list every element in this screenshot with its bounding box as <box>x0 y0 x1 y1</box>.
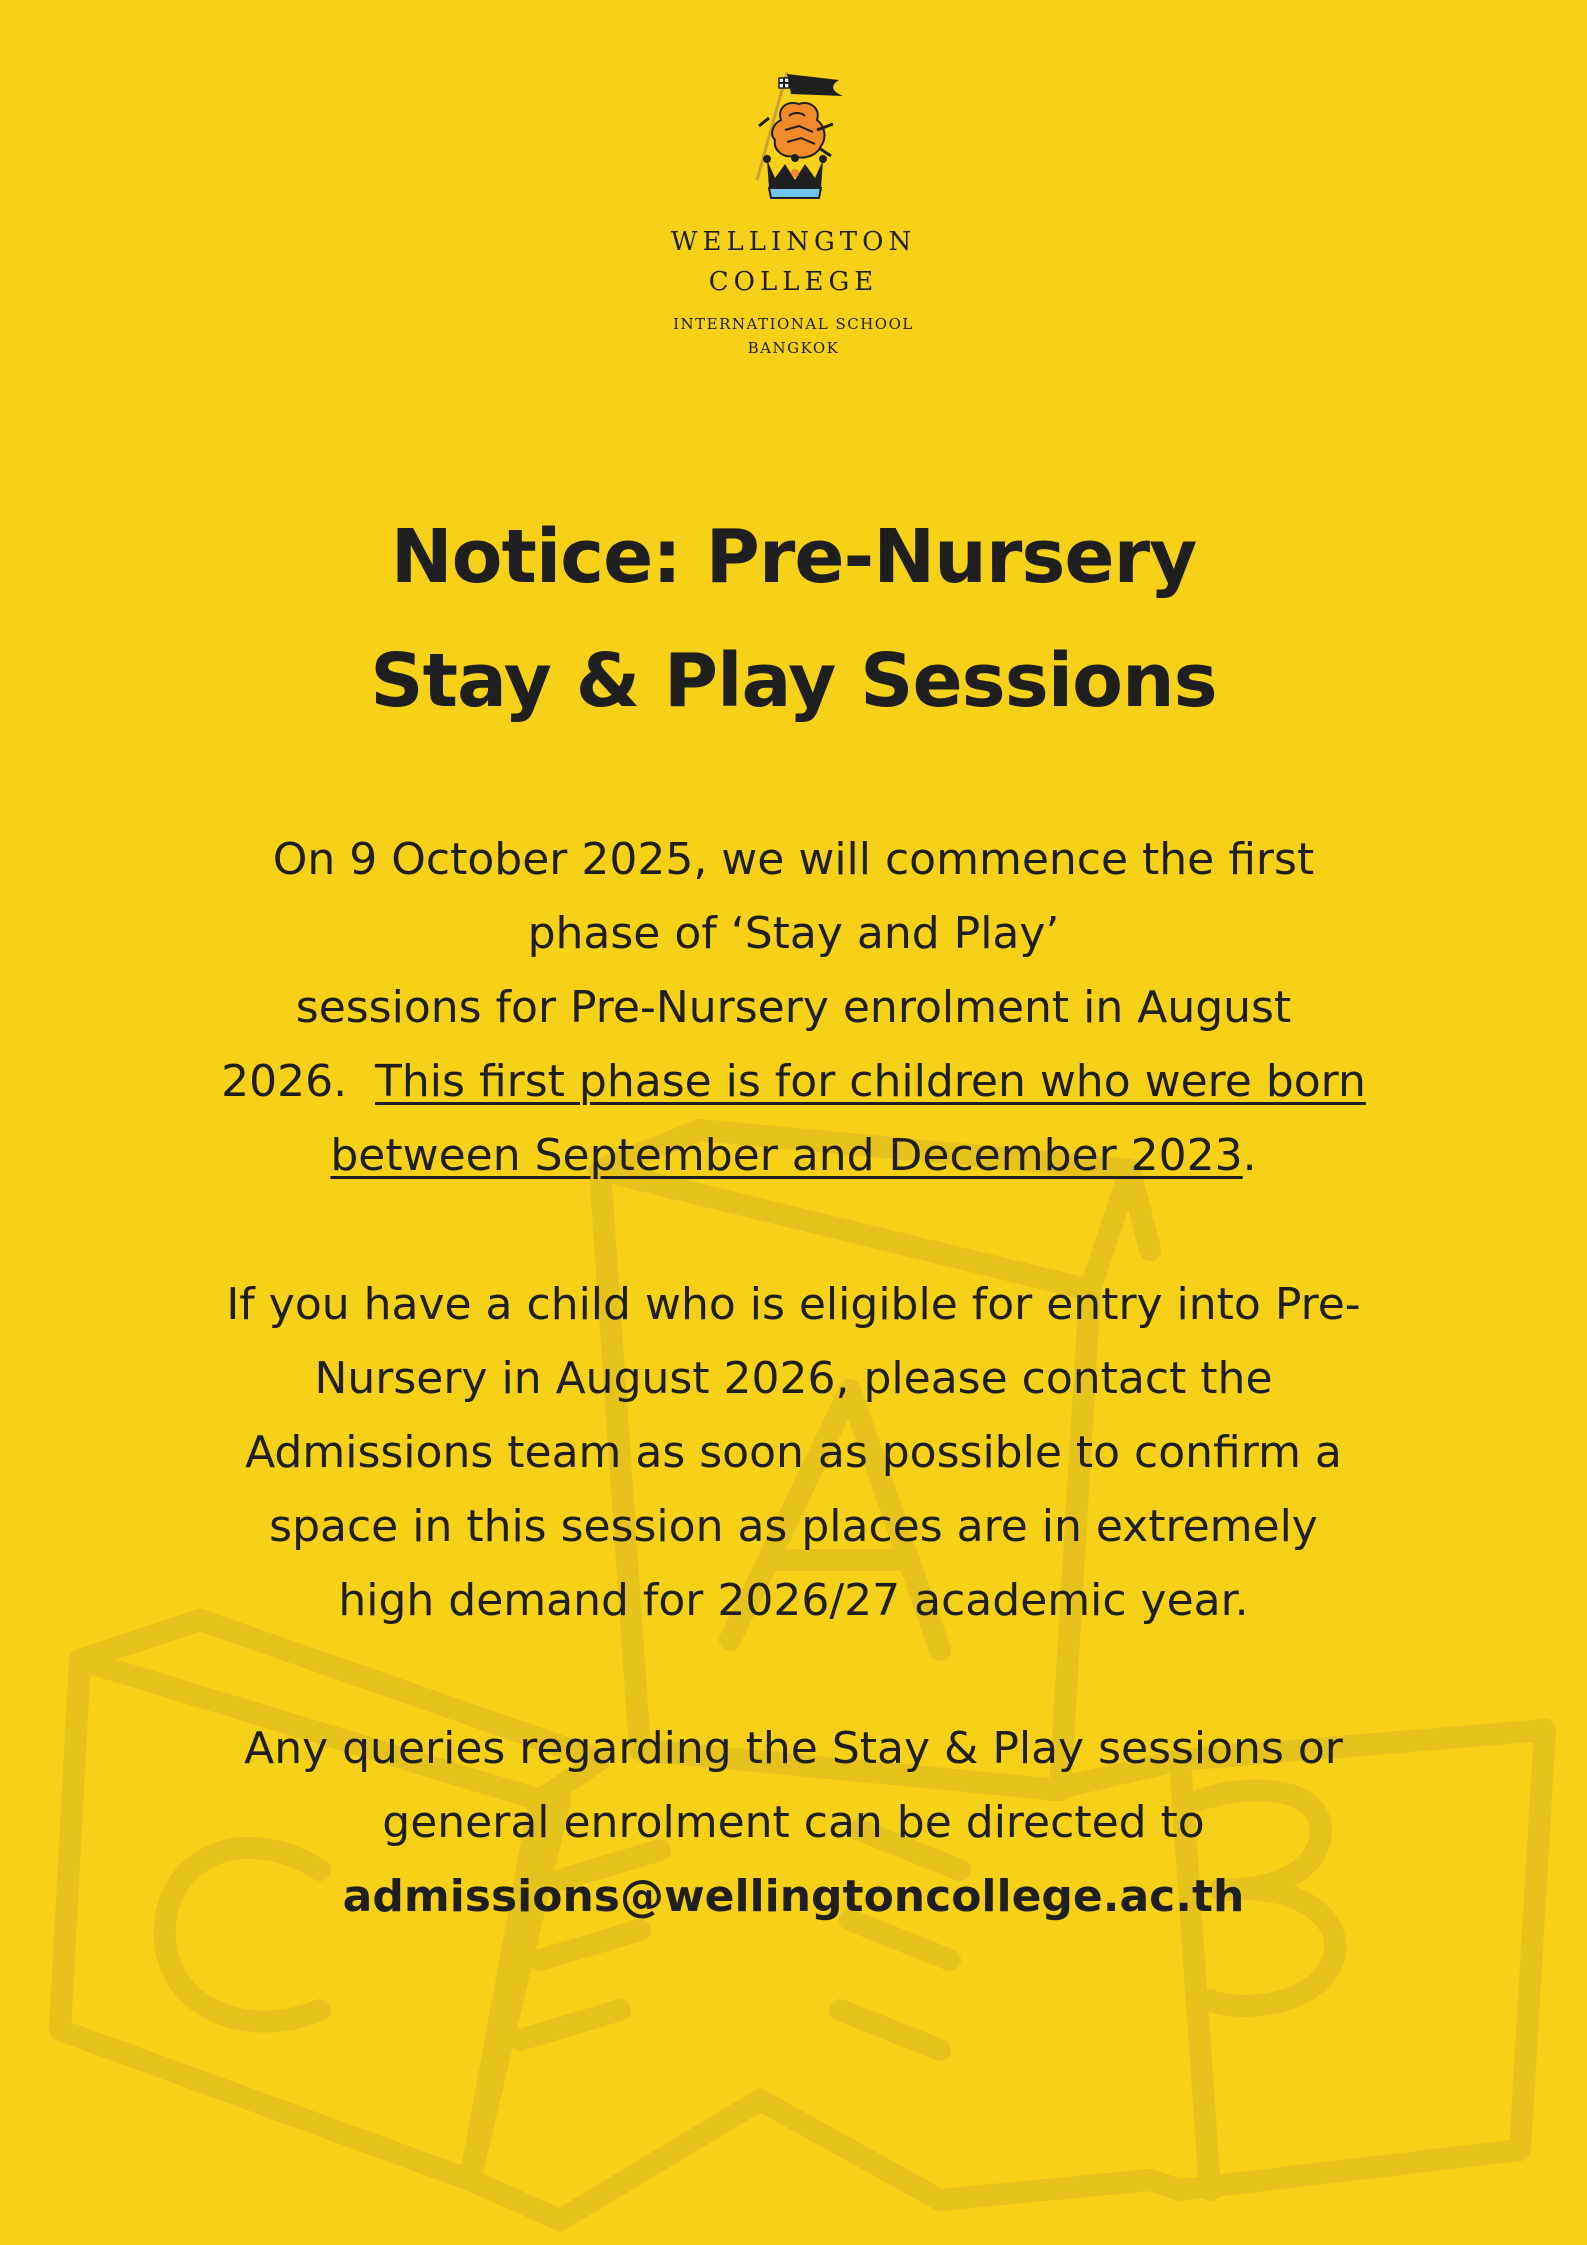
school-name <box>0 222 1587 302</box>
para1-line5-suffix: . <box>1242 1130 1257 1181</box>
session-start-paragraph <box>150 823 1437 1193</box>
para2-line3: Admissions team as soon as possible to confirm a <box>245 1427 1342 1478</box>
school-name-line1: WELLINGTON <box>670 227 917 257</box>
lion-crest-icon <box>729 60 859 210</box>
para2-line4: space in this session as places are in extremely <box>269 1501 1318 1552</box>
school-subtitle-line1: INTERNATIONAL SCHOOL <box>673 315 914 333</box>
admissions-email-link[interactable]: admissions@wellingtoncollege.ac.th <box>342 1871 1245 1922</box>
para1-line4-prefix: 2026. <box>221 1056 376 1107</box>
para2-line2: Nursery in August 2026, please contact the <box>314 1353 1273 1404</box>
para1-line1: On 9 October 2025, we will commence the first <box>272 834 1315 885</box>
para2-line1: If you have a child who is eligible for entry into Pre- <box>226 1279 1361 1330</box>
school-name-line2: COLLEGE <box>708 267 879 297</box>
queries-paragraph <box>150 1712 1437 1934</box>
contact-admissions-paragraph <box>150 1268 1437 1638</box>
para2-line5: high demand for 2026/27 academic year. <box>338 1575 1249 1626</box>
notice-title <box>0 495 1587 743</box>
eligibility-underlined-dates: between September and December 2023 <box>330 1130 1243 1181</box>
school-logo <box>0 60 1587 360</box>
school-subtitle <box>0 312 1587 360</box>
eligibility-underlined-text: This first phase is for children who were born <box>375 1056 1366 1107</box>
para1-line3: sessions for Pre-Nursery enrolment in August <box>295 982 1292 1033</box>
para3-line1: Any queries regarding the Stay & Play sessions or <box>244 1723 1343 1774</box>
school-subtitle-line2: BANGKOK <box>747 339 840 357</box>
para1-line5 <box>150 1119 1437 1193</box>
title-line1: Notice: Pre-Nursery <box>390 514 1197 600</box>
para1-line4 <box>150 1045 1437 1119</box>
para3-line2: general enrolment can be directed to <box>382 1797 1205 1848</box>
title-line2: Stay & Play Sessions <box>370 638 1217 724</box>
para1-line2: phase of ‘Stay and Play’ <box>527 908 1060 959</box>
